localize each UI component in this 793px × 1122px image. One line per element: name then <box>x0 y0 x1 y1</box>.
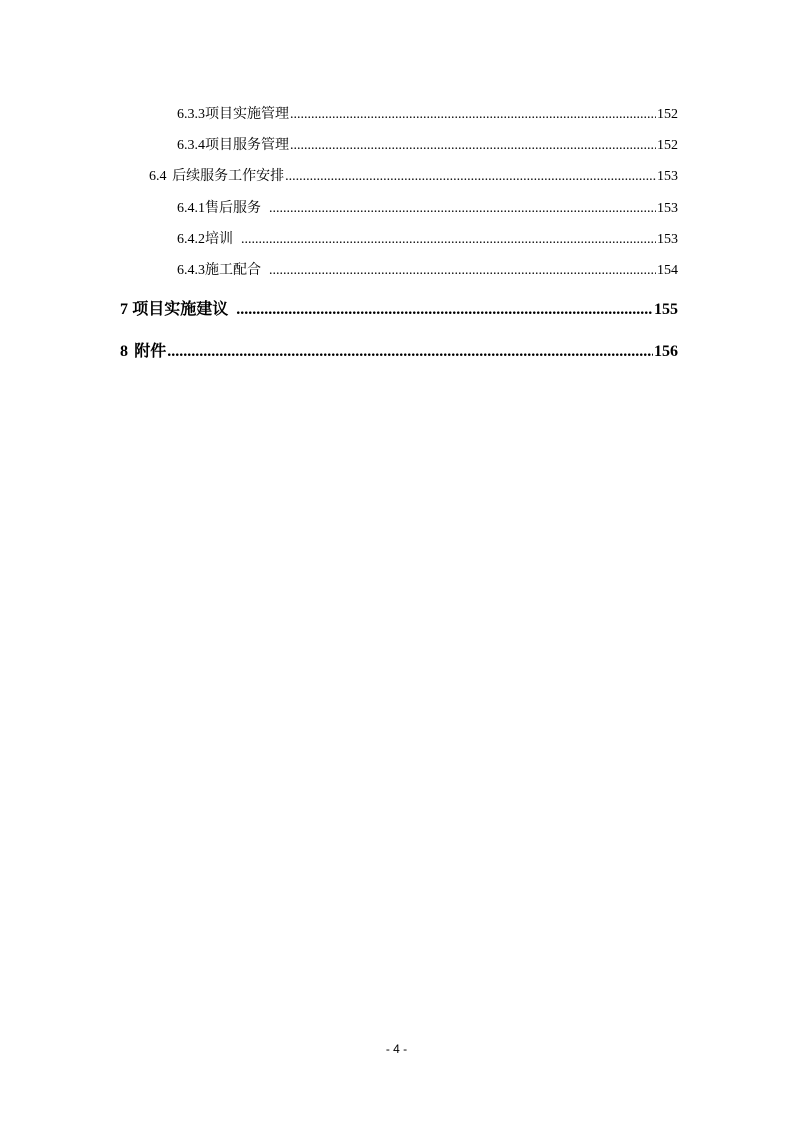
toc-leader-dots <box>236 301 653 319</box>
toc-entry-number: 6.4.1 <box>177 201 205 216</box>
toc-entry-7[interactable] <box>120 296 678 319</box>
toc-entry-title: 培训 <box>205 232 233 247</box>
toc-entry-number: 6.4 <box>149 169 167 184</box>
toc-entry-title: 施工配合 <box>205 263 261 278</box>
toc-leader-dots <box>285 169 656 185</box>
toc-leader-dots <box>269 263 656 279</box>
toc-entry-number: 7 <box>120 301 128 318</box>
toc-entry-number: 6.4.3 <box>177 263 205 278</box>
toc-entry-number: 6.3.4 <box>177 138 205 153</box>
toc-entry-number: 6.4.2 <box>177 232 205 247</box>
toc-entry-number: 6.3.3 <box>177 107 205 122</box>
toc-entry-6-4[interactable] <box>149 165 678 185</box>
toc-leader-dots <box>290 107 656 123</box>
toc-entry-title: 附件 <box>134 341 167 360</box>
toc-entry-page: 153 <box>657 169 678 184</box>
toc-leader-dots <box>269 201 656 217</box>
toc-entry-6-4-2[interactable] <box>177 228 678 248</box>
toc-entry-page: 156 <box>654 343 678 360</box>
toc-entry-title: 售后服务 <box>205 201 261 216</box>
toc-leader-dots <box>241 232 656 248</box>
toc-entry-page: 155 <box>654 301 678 318</box>
toc-entry-page: 152 <box>657 107 678 122</box>
toc-leader-dots <box>167 343 653 361</box>
toc-leader-dots <box>290 138 656 154</box>
toc-entry-title: 后续服务工作安排 <box>172 169 285 184</box>
toc-entry-6-4-3[interactable] <box>177 259 678 279</box>
toc-entry-title: 项目服务管理 <box>205 138 289 153</box>
toc-entry-page: 153 <box>657 232 678 247</box>
toc-entry-6-3-3[interactable] <box>177 103 678 123</box>
toc-entry-number: 8 <box>120 343 128 360</box>
toc-entry-title: 项目实施建议 <box>132 299 229 318</box>
toc-entry-6-3-4[interactable] <box>177 134 678 154</box>
toc-entry-page: 154 <box>657 263 678 278</box>
page-number-footer: - 4 - <box>385 1042 408 1056</box>
toc-entry-page: 153 <box>657 201 678 216</box>
toc-entry-page: 152 <box>657 138 678 153</box>
toc-entry-8[interactable] <box>120 338 678 361</box>
toc-entry-title: 项目实施管理 <box>205 107 289 122</box>
toc-entry-6-4-1[interactable] <box>177 197 678 217</box>
